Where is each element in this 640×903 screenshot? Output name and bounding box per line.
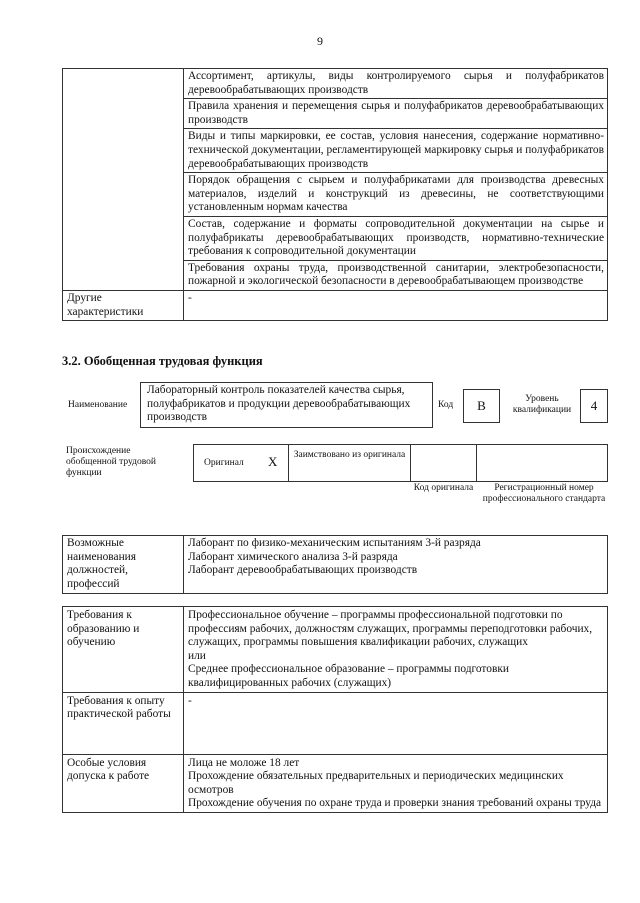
requirements-table (62, 606, 608, 813)
origin-label: Происхождение обобщенной трудовой функции (66, 446, 156, 478)
knowledge-item: Состав, содержание и форматы сопроводительной документации на сырье и полуфабрикаты деревообрабатывающих производств, нормативно-технические требования к сопроводительной документации (184, 216, 608, 260)
table-row (63, 290, 608, 320)
positions-table (62, 535, 608, 594)
experience-value (184, 692, 608, 754)
positions-label: Возможные наименования должностей, профессий (63, 536, 184, 594)
experience-label: Требования к опыту практической работы (63, 692, 184, 754)
position-item: Лаборант деревообрабатывающих производств (188, 564, 418, 577)
table-row (63, 692, 608, 754)
page-number: 9 (317, 34, 323, 48)
original-mark: X (268, 454, 278, 469)
level-value: 4 (580, 389, 608, 423)
requirement-line: или (188, 649, 206, 662)
original-label: Оригинал (204, 458, 244, 468)
education-value (184, 607, 608, 693)
requirement-line: Лица не моложе 18 лет (188, 756, 300, 769)
knowledge-item: Правила хранения и перемещения сырья и полуфабрикатов деревообрабатывающих производств (184, 99, 608, 129)
knowledge-item: Требования охраны труда, производственной санитарии, электробезопасности, пожарной и экологической безопасности в деревообрабатывающем производстве (184, 260, 608, 290)
admission-label: Особые условия допуска к работе (63, 754, 184, 812)
level-label: Уровень квалификации (512, 394, 572, 415)
code-value: B (463, 389, 500, 423)
knowledge-table (62, 68, 608, 321)
name-label: Наименование (68, 400, 128, 410)
original-cell (193, 444, 289, 482)
requirement-line: - (188, 694, 192, 707)
knowledge-item: Ассортимент, артикулы, виды контролируемого сырья и полуфабрикатов деревообрабатывающих производств (184, 69, 608, 99)
position-item: Лаборант химического анализа 3-й разряда (188, 550, 398, 563)
table-row (63, 69, 608, 99)
reg-number-cell (476, 444, 608, 482)
other-characteristics-value: - (184, 290, 608, 320)
table-row (63, 536, 608, 594)
requirement-line: Прохождение обязательных предварительных и периодических медицинских осмотров (188, 770, 564, 796)
requirement-line: Профессиональное обучение – программы профессиональной подготовки по профессиям рабочих, должностям служащих, программы переподготовки рабочих, служащих, программы повышения квалификации рабочих, служащих (188, 609, 593, 649)
other-characteristics-label: Другие характеристики (63, 290, 184, 320)
knowledge-item: Порядок обращения с сырьем и полуфабрикатами для производства древесных материалов, изделий и конструкций из древесины, не соответствующими установленным нормам качества (184, 173, 608, 217)
position-item: Лаборант по физико-механическим испытаниям 3-й разряда (188, 537, 481, 549)
section-title: 3.2. Обобщенная трудовая функция (62, 354, 263, 368)
code-original-caption: Код оригинала (413, 483, 474, 493)
requirement-line: Прохождение обучения по охране труда и проверки знания требований охраны труда (188, 797, 602, 810)
positions-list (184, 536, 608, 594)
borrowed-cell: Заимствовано из оригинала (288, 444, 411, 482)
education-label: Требования к образованию и обучению (63, 607, 184, 693)
function-name: Лабораторный контроль показателей качества сырья, полуфабрикатов и продукции деревообрабатывающих производств (140, 382, 433, 428)
admission-value (184, 754, 608, 812)
requirement-line: Среднее профессиональное образование – программы подготовки квалифицированных рабочих (служащих) (188, 663, 509, 689)
code-original-cell (410, 444, 477, 482)
table-row (63, 607, 608, 693)
reg-number-caption: Регистрационный номер профессионального стандарта (482, 483, 606, 504)
table-row (63, 754, 608, 812)
code-label: Код (438, 400, 454, 410)
knowledge-item: Виды и типы маркировки, ее состав, условия нанесения, содержание нормативно-технической документации, регламентирующей маркировку сырья и полуфабрикатов деревообрабатывающих производств (184, 129, 608, 173)
